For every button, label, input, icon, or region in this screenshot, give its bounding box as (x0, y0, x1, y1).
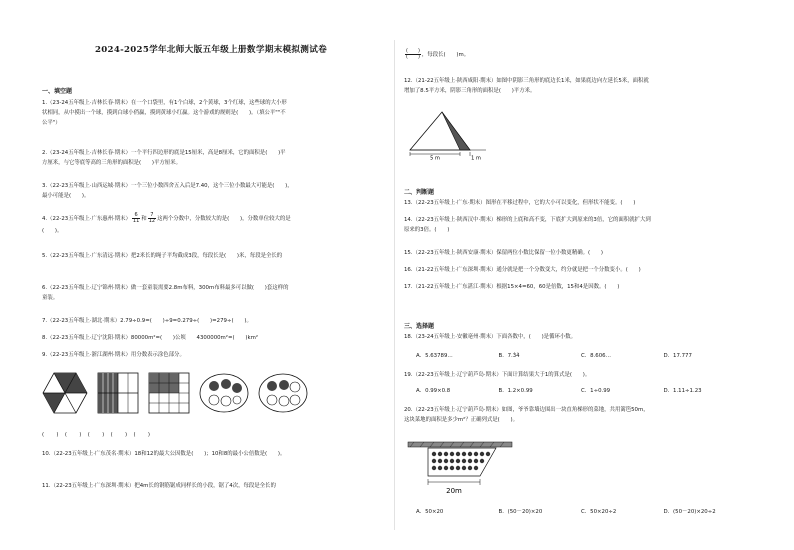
section-true-false: 二、判断题 (404, 189, 435, 196)
question-9-answer-blanks[interactable]: ( ) ( ) ( ) ( ) ( ) (42, 432, 151, 438)
question-7: 7.（22-23五年级上·湖北·期末）2.79÷0.9=( )÷9=0.279÷( )=279÷( )。 (42, 318, 252, 324)
question-13: 13.（22-23五年级上·广东·期末）图形在平移过程中，它的大小可以变化，但形状不能变。( ) (404, 200, 636, 206)
question-16: 16.（21-22五年级上·广东深圳·期末）通分就是把一个分数变大，约分就是把一个分数变小。( ) (404, 267, 641, 273)
option-d[interactable]: D．1.11÷1.23 (663, 388, 702, 394)
ellipse-circles-figure-2 (258, 372, 308, 414)
question-19: 19.（22-23五年级上·辽宁葫芦岛·期末）下面计算结果大于1的算式是( )。 (404, 372, 591, 378)
grid-square-figure-2 (148, 372, 190, 414)
section-multiple-choice: 三、选择题 (404, 323, 435, 330)
question-17: 17.（21-22五年级上·广东湛江·期末）根据15×4=60，60是倍数，15和4是因数。( ) (404, 284, 620, 290)
option-b[interactable]: B．1.2×0.99 (498, 388, 533, 394)
fraction-6-11: $\frac{6}{11}$ (132, 212, 140, 224)
page-title: 2024-2025学年北师大版五年级上册数学期末模拟测试卷 (95, 45, 327, 55)
question-18: 18.（23-24五年级上·安徽亳州·期末）下面各数中，( )是循环小数。 (404, 334, 577, 340)
label-5m: 5 m (430, 155, 440, 162)
question-2: 2.（23-24五年级上·吉林长春·期末）一个平行四边形的底是15厘米，高是8厘米，它的面积是( )平 方厘米，与它等底等高的三角形的面积是( )平方厘米。 (42, 150, 286, 166)
hexagon-figure (42, 372, 88, 414)
question-5: 5.（22-23五年级上·广东清远·期末）把2米长的绳子平均截成3段，每段长是( )米，每段是全长的 (42, 253, 283, 259)
question-9-figures (42, 372, 308, 414)
question-6: 6.（22-23五年级上·辽宁锦州·期末）做一套童装需要2.8m布料，300m布料最多可以做( )套这样的 童装。 (42, 285, 289, 301)
label-1m: 1 m (471, 155, 481, 162)
option-c[interactable]: C．1÷0.99 (581, 388, 611, 394)
question-20: 20.（22-23五年级上·辽宁葫芦岛·期末）如图，爷爷靠墙边围出一块直角梯形的菜地，共用篱笆50m， 这块菜地的面积是多少m²？正确列式是( )。 (404, 407, 649, 423)
ellipse-circles-figure-1 (199, 372, 249, 414)
label-20m: 20m (446, 487, 462, 495)
question-15: 15.（22-23五年级上·陕西安康·期末）保留两位小数比保留一位小数更精确。( ) (404, 250, 603, 256)
question-1: 1.（23-24五年级上·吉林长春·期末）在一个口袋里，有1个白球，2个黄球，3个红球，这些球的大小形 状相同，从中摸出一个球，摸到白球小俏赢，摸到黄球小红赢。这个游戏的规则是( )。（填公平""不 公平"） (42, 100, 287, 126)
option-c[interactable]: C．8.606… (581, 353, 611, 359)
grid-square-figure-1 (97, 372, 139, 414)
question-14: 14.（22-23五年级上·陕西汉中·期末）梯形的上底和高不变，下底扩大到原来的3倍，它的面积就扩大到 原来的3倍。( ) (404, 217, 651, 233)
option-d[interactable]: D．(50－20)×20÷2 (663, 509, 716, 515)
trapezoid-garden-figure (406, 436, 516, 498)
fraction-7-12: $\frac{7}{12}$ (148, 212, 156, 224)
option-c[interactable]: C．50×20÷2 (581, 509, 617, 515)
option-a[interactable]: A．0.99×0.8 (416, 388, 451, 394)
question-10: 10.（22-23五年级上·广东茂名·期末）18和12的最大公因数是( )；10和8的最小公倍数是( )。 (42, 451, 286, 457)
question-11: 11.（22-23五年级上·广东深圳·期末）把4m长的钢筋锯成同样长的小段，锯了4次，每段是全长的 (42, 483, 276, 489)
option-b[interactable]: B．(50－20)×20 (498, 509, 543, 515)
question-12: 12.（21-22五年级上·陕西咸阳·期末）如图中阴影三角形的底边长1米，如果底边向左延长5米，面积就 增加了8.5平方米，阴影三角形的面积是( )平方米。 (404, 78, 649, 94)
question-20-options (416, 507, 746, 517)
section-fill-blank: 一、填空题 (42, 88, 73, 95)
question-9: 9.（22-23五年级上·浙江湖州·期末）用分数表示涂色部分。 (42, 352, 185, 358)
option-a[interactable]: A．50×20 (416, 509, 444, 515)
question-19-options (416, 386, 746, 396)
option-b[interactable]: B．7.3̇4̇ (498, 353, 520, 359)
question-18-options (416, 351, 746, 361)
option-d[interactable]: D．17.777 (663, 353, 692, 359)
column-divider (394, 40, 395, 530)
question-4: 4.（22-23五年级上·广东惠州·期末） $\frac{6}{11}$ 和 $\frac{7}{12}$ 这两个分数中，分数较大的是( )，分数单位较大的是 ( )。 (42, 212, 291, 234)
triangle-figure (406, 106, 496, 162)
fraction-blank-1[interactable]: $\frac{( )}{( )}$ (406, 48, 420, 60)
question-8: 8.（22-23五年级上·辽宁沈阳·期末）80000m²=( )公顷 4300000m²=( )km² (42, 335, 259, 341)
question-3: 3.（22-23五年级上·山西运城·期末）一个三位小数四舍五入后是7.40，这个三位小数最大可能是( )， 最小可能是( )。 (42, 183, 293, 199)
option-a[interactable]: A．5.63789… (416, 353, 453, 359)
question-11-continued: $\frac{( )}{( )}$ ，每段长( )m。 (406, 48, 470, 60)
